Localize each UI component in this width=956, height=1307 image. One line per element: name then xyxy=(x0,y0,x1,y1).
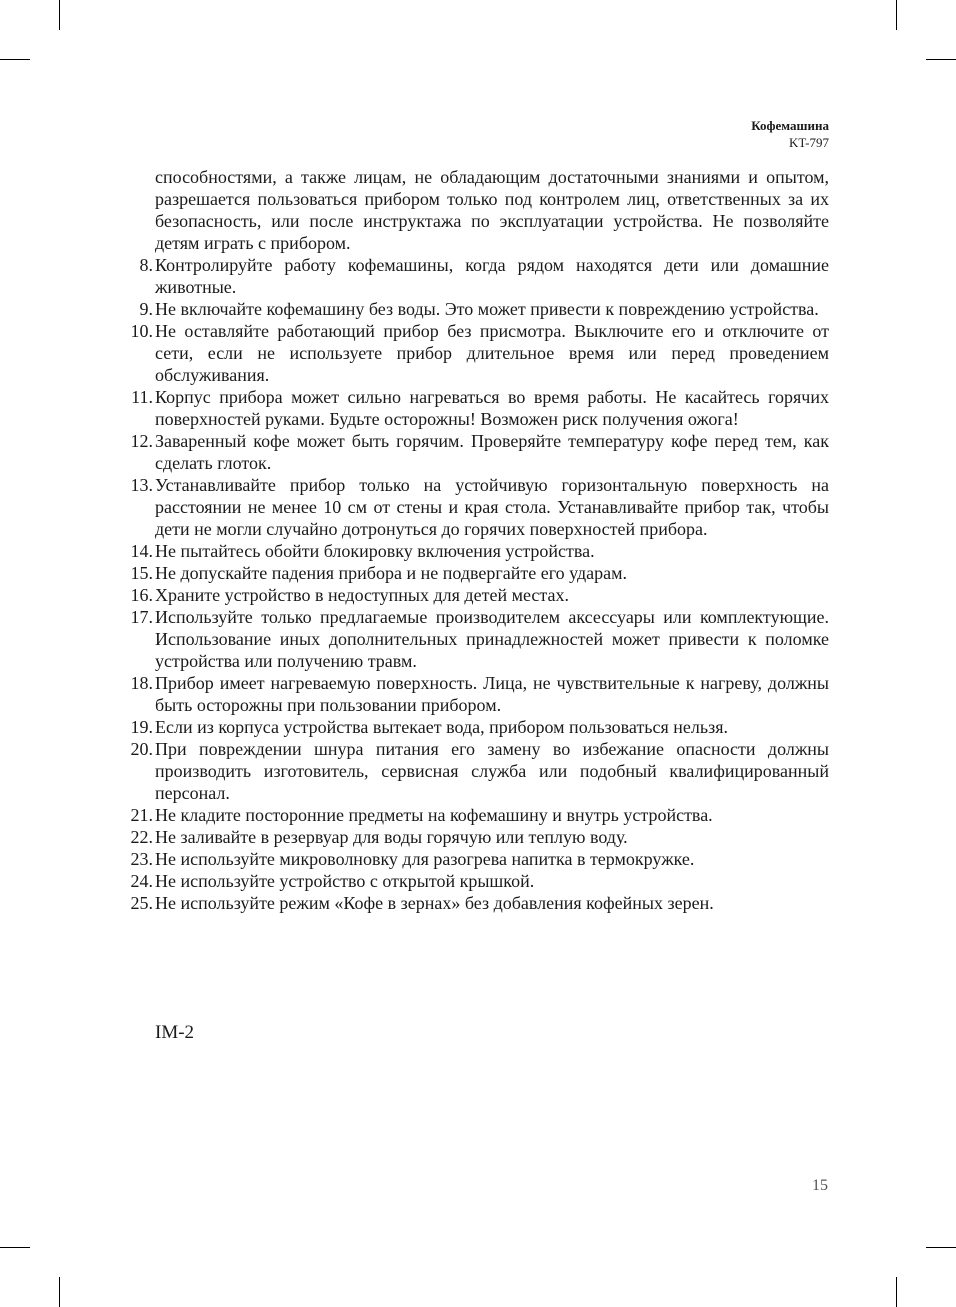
list-item xyxy=(123,606,829,672)
list-item xyxy=(123,672,829,716)
list-item xyxy=(123,716,829,738)
list-item-text: Используйте только предлагаемые производителем аксессуары или комплектующие. Использование иных дополнительных принадлежностей может привести к поломке устройства или получению травм. xyxy=(155,607,829,671)
list-item-number-label: 11. xyxy=(131,387,153,407)
list-item-number xyxy=(123,584,155,606)
list-item-text: Не заливайте в резервуар для воды горячую или теплую воду. xyxy=(155,827,628,847)
list-item xyxy=(123,474,829,540)
list-item xyxy=(123,386,829,430)
list-item xyxy=(123,540,829,562)
list-item-text: Устанавливайте прибор только на устойчивую горизонтальную поверхность на расстоянии не менее 10 см от стены и края стола. Устанавливайте прибор так, чтобы дети не могли случайно дотронуться до горячих поверхностей прибора. xyxy=(155,475,829,539)
list-item-number-label: 8. xyxy=(139,255,153,275)
list-item-number-label: 17. xyxy=(130,607,153,627)
document-code: IM-2 xyxy=(155,1022,195,1043)
list-item-text: Храните устройство в недоступных для детей местах. xyxy=(155,585,569,605)
list-item-number xyxy=(123,672,155,716)
list-item xyxy=(123,826,829,848)
list-item-number-label: 21. xyxy=(130,805,153,825)
list-item-number-label: 13. xyxy=(130,475,153,495)
list-item-number xyxy=(123,540,155,562)
list-item-number xyxy=(123,606,155,672)
crop-mark-bottom-left-h xyxy=(0,1247,30,1248)
list-item-text: Не оставляйте работающий прибор без присмотра. Выключите его и отключите от сети, если не используете прибор длительное время или перед проведением обслуживания. xyxy=(155,321,829,385)
list-item-number-label: 16. xyxy=(130,585,153,605)
product-title: Кофемашина xyxy=(751,118,829,133)
list-item xyxy=(123,562,829,584)
list-item-number xyxy=(123,848,155,870)
crop-mark-top-left-h xyxy=(0,59,30,60)
list-item-number xyxy=(123,826,155,848)
list-item-number-label: 14. xyxy=(130,541,153,561)
list-item xyxy=(123,848,829,870)
list-item xyxy=(123,430,829,474)
list-item-number xyxy=(123,870,155,892)
list-item xyxy=(123,298,829,320)
list-item-number xyxy=(123,474,155,540)
crop-mark-bottom-right-h xyxy=(926,1247,956,1248)
list-item-text: Если из корпуса устройства вытекает вода, прибором пользоваться нельзя. xyxy=(155,717,728,737)
list-item-text: Не используйте микроволновку для разогрева напитка в термокружке. xyxy=(155,849,695,869)
lead-paragraph: способностями, а также лицам, не обладающим достаточными знаниями и опытом, разрешается пользоваться прибором только под контролем лиц, ответственных за их безопасность, или после инструктажа по эксплуатации устройства. Не позволяйте детям играть с прибором. xyxy=(155,167,829,253)
list-item xyxy=(123,738,829,804)
list-item-number xyxy=(123,254,155,298)
list-item-number xyxy=(123,298,155,320)
crop-mark-bottom-right xyxy=(896,1277,897,1307)
list-item-number-label: 25. xyxy=(130,893,153,913)
list-item-number-label: 10. xyxy=(130,321,153,341)
list-item xyxy=(123,870,829,892)
list-item-number-label: 20. xyxy=(130,739,153,759)
page-number: 15 xyxy=(812,1177,828,1194)
list-item-number xyxy=(123,892,155,914)
crop-mark-top-right-h xyxy=(926,59,956,60)
list-item-text: Заваренный кофе может быть горячим. Проверяйте температуру кофе перед тем, как сделать глоток. xyxy=(155,431,829,473)
safety-instructions xyxy=(123,166,829,914)
list-item xyxy=(123,892,829,914)
list-item-number xyxy=(123,386,155,430)
list-item-number xyxy=(123,804,155,826)
list-item-text: Не кладите посторонние предметы на кофемашину и внутрь устройства. xyxy=(155,805,713,825)
list-item-number xyxy=(123,430,155,474)
list-item-text: Не используйте режим «Кофе в зернах» без добавления кофейных зерен. xyxy=(155,893,714,913)
list-item-text: При повреждении шнура питания его замену во избежание опасности должны производить изготовитель, сервисная служба или подобный квалифицированный персонал. xyxy=(155,739,829,803)
instruction-list xyxy=(123,254,829,914)
list-item-number-label: 23. xyxy=(130,849,153,869)
list-item-number-label: 15. xyxy=(130,563,153,583)
list-item-text: Не используйте устройство с открытой крышкой. xyxy=(155,871,535,891)
list-item-number-label: 9. xyxy=(139,299,153,319)
list-item-text: Не пытайтесь обойти блокировку включения устройства. xyxy=(155,541,595,561)
list-item-number-label: 22. xyxy=(130,827,153,847)
list-item-text: Контролируйте работу кофемашины, когда рядом находятся дети или домашние животные. xyxy=(155,255,829,297)
list-item xyxy=(123,254,829,298)
crop-mark-bottom-left xyxy=(59,1277,60,1307)
list-item-number-label: 19. xyxy=(130,717,153,737)
crop-mark-top-right xyxy=(896,0,897,30)
list-item-number-label: 12. xyxy=(130,431,153,451)
crop-mark-top-left xyxy=(59,0,60,30)
list-item-text: Не допускайте падения прибора и не подвергайте его ударам. xyxy=(155,563,628,583)
list-item-number xyxy=(123,320,155,386)
list-item xyxy=(123,320,829,386)
list-item-number xyxy=(123,738,155,804)
list-item-text: Прибор имеет нагреваемую поверхность. Лица, не чувствительные к нагреву, должны быть осторожны при пользовании прибором. xyxy=(155,673,829,715)
list-item-number-label: 24. xyxy=(130,871,153,891)
list-item-text: Не включайте кофемашину без воды. Это может привести к повреждению устройства. xyxy=(155,299,819,319)
list-item xyxy=(123,804,829,826)
list-item-text: Корпус прибора может сильно нагреваться во время работы. Не касайтесь горячих поверхностей руками. Будьте осторожны! Возможен риск получения ожога! xyxy=(155,387,829,429)
page-header xyxy=(751,117,829,151)
list-item-number-label: 18. xyxy=(130,673,153,693)
list-item-number xyxy=(123,716,155,738)
list-item xyxy=(123,584,829,606)
list-item-number xyxy=(123,562,155,584)
product-model: KT-797 xyxy=(789,135,829,150)
